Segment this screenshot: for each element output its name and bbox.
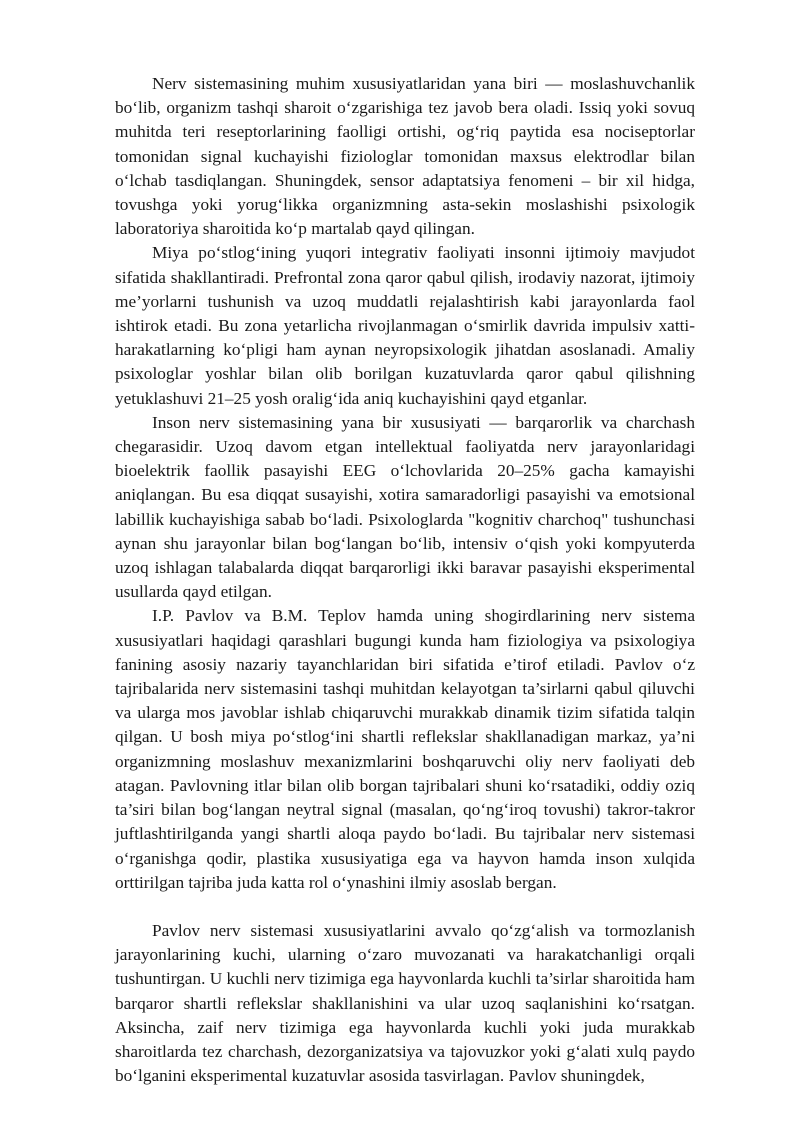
paragraph-cortex-integration: Miya po‘stlog‘ining yuqori integrativ faoliyati insonni ijtimoiy mavjudot sifatida shakllantiradi. Prefrontal zona qaror qabul qilish, irodaviy nazorat, ijtimoiy me’yorlarni tushunish va uzoq muddatli rejalashtirish kabi jarayonlarda faol ishtirok etadi. Bu zona yetarlicha rivojlanmagan o‘smirlik davrida impulsiv xatti-harakatlarning ko‘pligi ham aynan neyropsixologik jihatdan asoslanadi. Amaliy psixologlar yoshlar bilan olib borilgan kuzatuvlarda qaror qabul qilishning yetuklashuvi 21–25 yosh oralig‘ida aniq kuchayishini qayd etganlar. bbox=[115, 243, 695, 408]
document-page bbox=[115, 72, 695, 1088]
paragraph-pavlov-teplov: I.P. Pavlov va B.M. Teplov hamda uning shogirdlarining nerv sistema xususiyatlari haqidagi qarashlari bugungi kunda ham fiziologiya va psixologiya fanining asosiy nazariy tayanchlaridan biri sifatida e’tirof etiladi. Pavlov o‘z tajribalarida nerv sistemasini tashqi muhitdan kelayotgan ta’sirlarni qabul qiluvchi va ularga mos javoblar ishlab chiqaruvchi murakkab dinamik tizim sifatida talqin qilgan. U bosh miya po‘stlog‘ini shartli reflekslar shakllanadigan markaz, ya’ni organizmning moslashuv mexanizmlarini boshqaruvchi oliy nerv faoliyati deb atagan. Pavlovning itlar bilan olib borgan tajribalari shuni ko‘rsatadiki, oddiy oziq ta’siri bilan bog‘langan neytral signal (masalan, qo‘ng‘iroq tovushi) takror-takror juftlashtirilganda yangi shartli aloqa paydo bo‘ladi. Bu tajribalar nerv sistemasi o‘rganishga qodir, plastika xususiyatiga ega va hayvon hamda inson xulqida orttirilgan tajriba juda katta rol o‘ynashini ilmiy asoslab bergan. bbox=[115, 606, 695, 892]
paragraph-adaptability: Nerv sistemasining muhim xususiyatlaridan yana biri — moslashuvchanlik bo‘lib, organizm tashqi sharoit o‘zgarishiga tez javob bera oladi. Issiq yoki sovuq muhitda teri reseptorlarining faolligi ortishi, og‘riq paytida esa nociseptorlar tomonidan signal kuchayishi fiziologlar tomonidan maxsus elektrodlar bilan o‘lchab tasdiqlangan. Shuningdek, sensor adaptatsiya fenomeni – bir xil hidga, tovushga yoki yorug‘likka organizmning asta-sekin moslashishi psixologik laboratoriya sharoitida ko‘p martalab qayd qilingan. bbox=[115, 74, 695, 239]
paragraph-pavlov-properties: Pavlov nerv sistemasi xususiyatlarini avvalo qo‘zg‘alish va tormozlanish jarayonlarining kuchi, ularning o‘zaro muvozanati va harakatchanligi orqali tushuntirgan. U kuchli nerv tizimiga ega hayvonlarda kuchli ta’sirlar sharoitida ham barqaror shartli reflekslar shakllanishini va ular uzoq saqlanishini ko‘rsatgan. Aksincha, zaif nerv tizimiga ega hayvonlarda kuchli yoki juda murakkab sharoitlarda tez charchash, dezorganizatsiya va tajovuzkor yoki g‘alati xulq paydo bo‘lganini eksperimental kuzatuvlar asosida tasvirlagan. Pavlov shuningdek, bbox=[115, 920, 695, 1086]
paragraph-fatigue-threshold: Inson nerv sistemasining yana bir xususiyati — barqarorlik va charchash chegarasidir. Uzoq davom etgan intellektual faoliyatda nerv jarayonlaridagi bioelektrik faollik pasayishi EEG o‘lchovlarida 20–25% gacha kamayishi aniqlangan. Bu esa diqqat susayishi, xotira samaradorligi pasayishi va emotsional labillik kuchayishiga sabab bo‘ladi. Psixologlarda "kognitiv charchoq" tushunchasi aynan shu jarayonlar bilan bog‘langan bo‘lib, intensiv o‘qish yoki kompyuterda uzoq ishlagan talabalarda diqqat barqarorligi ikki baravar pasayishi eksperimental usullarda qayd etilgan. bbox=[115, 412, 695, 602]
